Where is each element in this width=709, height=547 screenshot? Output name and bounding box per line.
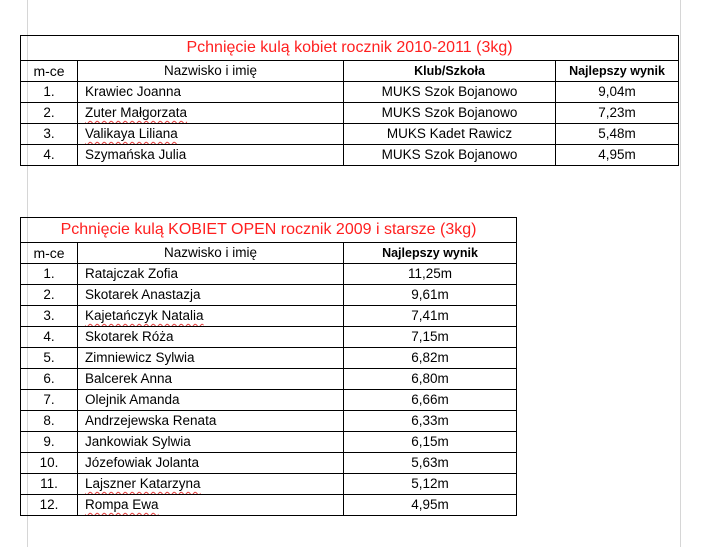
name-cell: Krawiec Joanna xyxy=(78,82,344,103)
place-cell: 4. xyxy=(21,145,78,166)
place-cell: 1. xyxy=(21,264,78,285)
club-cell: MUKS Szok Bojanowo xyxy=(344,82,556,103)
place-cell: 2. xyxy=(21,103,78,124)
table-header-row xyxy=(21,243,517,264)
best-cell: 6,80m xyxy=(344,369,517,390)
table-row xyxy=(21,495,517,516)
table-row xyxy=(21,369,517,390)
name-cell-text: Zuter Małgorzata xyxy=(85,105,188,120)
table-row xyxy=(21,264,517,285)
table-row xyxy=(21,285,517,306)
table-row xyxy=(21,327,517,348)
table-row xyxy=(21,306,517,327)
best-cell: 6,66m xyxy=(344,390,517,411)
best-cell: 5,63m xyxy=(344,453,517,474)
place-cell: 9. xyxy=(21,432,78,453)
name-cell: Jankowiak Sylwia xyxy=(78,432,344,453)
header-place: m-ce xyxy=(21,61,78,82)
name-cell: Zimniewicz Sylwia xyxy=(78,348,344,369)
name-cell-text: Lajszner Katarzyna xyxy=(85,476,201,491)
table-row xyxy=(21,103,679,124)
table-title: Pchnięcie kulą KOBIET OPEN rocznik 2009 i starsze (3kg) xyxy=(21,218,517,243)
name-cell: Skotarek Róża xyxy=(78,327,344,348)
name-cell xyxy=(78,495,344,516)
name-cell: Balcerek Anna xyxy=(78,369,344,390)
place-cell: 2. xyxy=(21,285,78,306)
best-cell: 5,12m xyxy=(344,474,517,495)
name-cell: Olejnik Amanda xyxy=(78,390,344,411)
place-cell: 3. xyxy=(21,124,78,145)
best-cell: 4,95m xyxy=(556,145,679,166)
header-name: Nazwisko i imię xyxy=(78,61,344,82)
table-row xyxy=(21,145,679,166)
table-row xyxy=(21,124,679,145)
table-header-row xyxy=(21,61,679,82)
table-row xyxy=(21,82,679,103)
club-cell: MUKS Kadet Rawicz xyxy=(344,124,556,145)
place-cell: 5. xyxy=(21,348,78,369)
table-row xyxy=(21,453,517,474)
place-cell: 7. xyxy=(21,390,78,411)
table-row xyxy=(21,411,517,432)
place-cell: 12. xyxy=(21,495,78,516)
header-place: m-ce xyxy=(21,243,78,264)
name-cell: Skotarek Anastazja xyxy=(78,285,344,306)
table-title: Pchnięcie kulą kobiet rocznik 2010-2011 (3kg) xyxy=(21,36,679,61)
place-cell: 1. xyxy=(21,82,78,103)
place-cell: 3. xyxy=(21,306,78,327)
name-cell xyxy=(78,103,344,124)
name-cell-text: Valikaya Liliana xyxy=(85,126,178,141)
name-cell xyxy=(78,474,344,495)
best-cell: 9,04m xyxy=(556,82,679,103)
table-row xyxy=(21,348,517,369)
name-cell xyxy=(78,306,344,327)
name-cell xyxy=(78,124,344,145)
place-cell: 4. xyxy=(21,327,78,348)
name-cell: Szymańska Julia xyxy=(78,145,344,166)
table-row xyxy=(21,390,517,411)
table-row xyxy=(21,474,517,495)
best-cell: 7,23m xyxy=(556,103,679,124)
best-cell: 5,48m xyxy=(556,124,679,145)
name-cell: Andrzejewska Renata xyxy=(78,411,344,432)
page-margin-line-right xyxy=(680,0,681,547)
best-cell: 6,15m xyxy=(344,432,517,453)
name-cell-text: Rompa Ewa xyxy=(85,497,159,512)
best-cell: 6,82m xyxy=(344,348,517,369)
place-cell: 11. xyxy=(21,474,78,495)
results-table-2010-2011 xyxy=(20,35,679,166)
header-name: Nazwisko i imię xyxy=(78,243,344,264)
place-cell: 6. xyxy=(21,369,78,390)
name-cell: Józefowiak Jolanta xyxy=(78,453,344,474)
club-cell: MUKS Szok Bojanowo xyxy=(344,145,556,166)
best-cell: 4,95m xyxy=(344,495,517,516)
name-cell-text: Kajetańczyk Natalia xyxy=(85,308,204,323)
place-cell: 8. xyxy=(21,411,78,432)
best-cell: 11,25m xyxy=(344,264,517,285)
place-cell: 10. xyxy=(21,453,78,474)
results-table-open xyxy=(20,217,517,516)
club-cell: MUKS Szok Bojanowo xyxy=(344,103,556,124)
header-best: Najlepszy wynik xyxy=(344,243,517,264)
best-cell: 7,41m xyxy=(344,306,517,327)
name-cell: Ratajczak Zofia xyxy=(78,264,344,285)
header-club: Klub/Szkoła xyxy=(344,61,556,82)
best-cell: 9,61m xyxy=(344,285,517,306)
header-best: Najlepszy wynik xyxy=(556,61,679,82)
best-cell: 7,15m xyxy=(344,327,517,348)
table-row xyxy=(21,432,517,453)
best-cell: 6,33m xyxy=(344,411,517,432)
